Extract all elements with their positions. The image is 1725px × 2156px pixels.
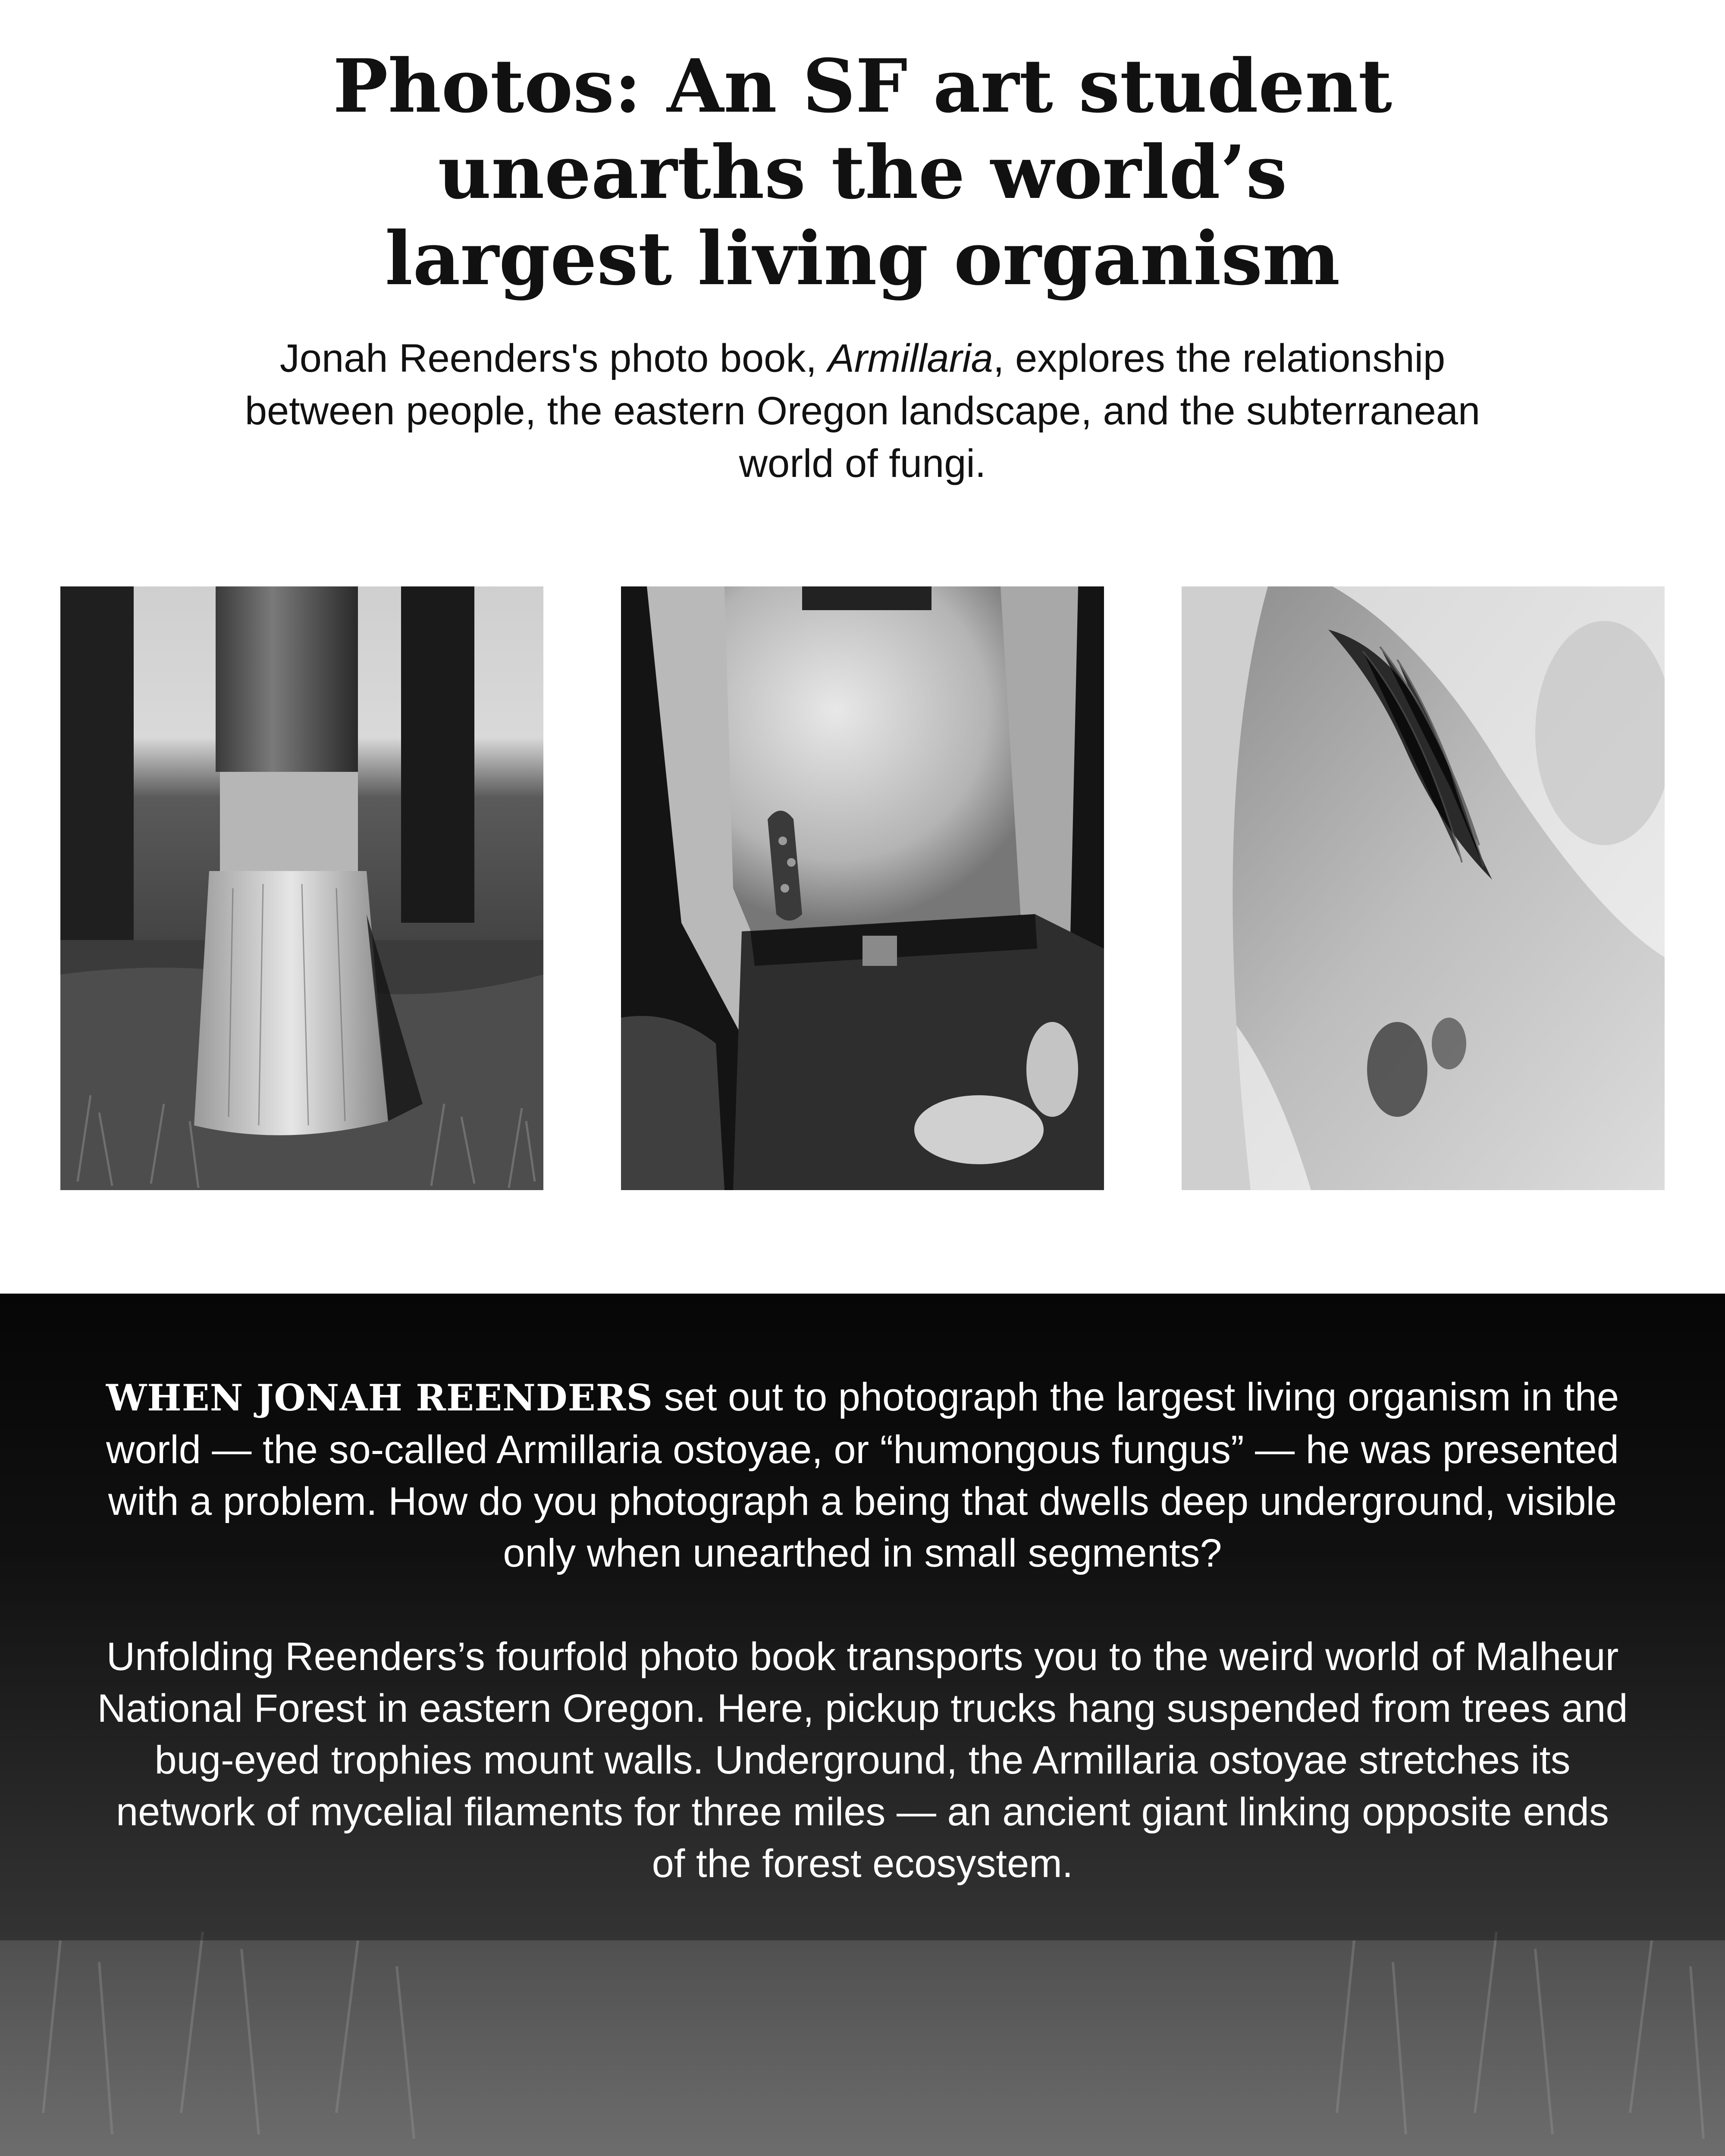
feature-paragraph-2: Unfolding Reenders’s fourfold photo book transports you to the weird world of Malheur National Forest in eastern Oregon. Here, pickup trucks hang suspended from trees and bug-eyed trophies mount walls. Underground, the Armillaria ostoyae stretches its network of mycelial filaments for three miles — an ancient giant linking opposite ends of the forest ecosystem. bbox=[97, 1635, 1628, 1886]
tree-stump-photo bbox=[60, 586, 543, 1190]
horse-neck-photo bbox=[1182, 586, 1665, 1190]
man-with-lizard-image bbox=[621, 586, 1104, 1190]
horse-neck-image bbox=[1182, 586, 1665, 1190]
dek-text-before: Jonah Reenders's photo book, bbox=[279, 336, 828, 380]
article-dek bbox=[216, 332, 1509, 490]
feature-copy bbox=[95, 1371, 1630, 1941]
feature-paragraph-1-text: set out to photograph the largest living organism in the world — the so-called Armillaria ostoyae, or “humongous fungus” — he was presented with a problem. How do you photograph a being that dwells deep underground, visible only when unearthed in small segments? bbox=[106, 1375, 1619, 1575]
photo-triptych bbox=[0, 586, 1725, 1190]
tree-stump-image bbox=[60, 586, 543, 1190]
article-headline: Photos: An SF art student unearths the world’s largest living organism bbox=[332, 43, 1393, 302]
book-title: Armillaria bbox=[828, 336, 993, 380]
feature-paragraph-1 bbox=[95, 1371, 1630, 1579]
feature-section bbox=[0, 1294, 1725, 2156]
shirtless-man-with-lizard-photo bbox=[621, 586, 1104, 1190]
dek-text-after: , explores the relationship between people, the eastern Oregon landscape, and the subterranean world of fungi. bbox=[245, 336, 1480, 486]
lead-in: WHEN JONAH REENDERS bbox=[106, 1376, 653, 1419]
